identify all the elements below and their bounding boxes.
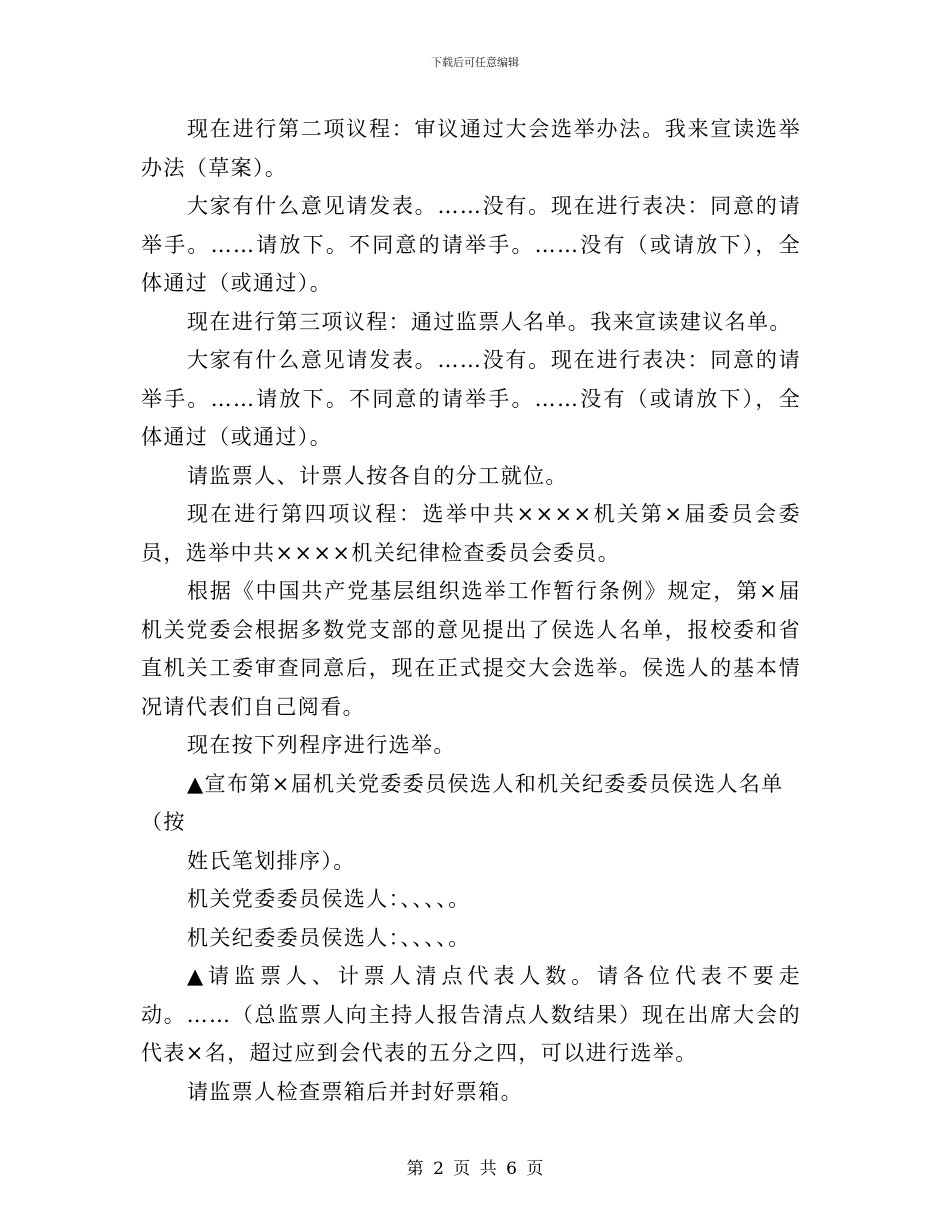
paragraph: （按	[141, 810, 186, 834]
paragraph: 机关纪委委员侯选人：、、、、。	[187, 925, 471, 950]
page-footer: 第 2 页 共 6 页	[406, 1159, 544, 1179]
paragraph: 请监票人、计票人按各自的分工就位。	[187, 463, 568, 488]
paragraph: 大家有什么意见请发表。……没有。现在进行表决：同意的请举手。……请放下。不同意的请举手。……没有（或请放下），全体通过（或通过）。	[141, 194, 801, 295]
paragraph: 现在按下列程序进行选举。	[187, 733, 456, 757]
paragraph: 姓氏笔划排序）。	[187, 848, 356, 873]
paragraph: ▲请监票人、计票人清点代表人数。请各位代表不要走动。……（总监票人向主持人报告清点人数结果）现在出席大会的代表×名，超过应到会代表的五分之四，可以进行选举。	[141, 964, 801, 1065]
document-body	[141, 110, 801, 1111]
paragraph: ▲宣布第×届机关党委委员侯选人和机关纪委委员侯选人名单	[187, 771, 784, 796]
paragraph: 机关党委委员侯选人：、、、、。	[187, 887, 471, 911]
paragraph: 现在进行第三项议程：通过监票人名单。我来宣读建议名单。	[187, 309, 792, 334]
paragraph: 请监票人检查票箱后并封好票箱。	[187, 1079, 523, 1104]
paragraph: 根据《中国共产党基层组织选举工作暂行条例》规定，第×届机关党委会根据多数党支部的意见提出了侯选人名单，报校委和省直机关工委审查同意后，现在正式提交大会选举。侯选人的基本情况请代表们自己阅看。	[141, 579, 801, 719]
paragraph: 大家有什么意见请发表。……没有。现在进行表决：同意的请举手。……请放下。不同意的请举手。……没有（或请放下），全体通过（或通过）。	[141, 348, 801, 449]
page-header: 下载后可任意编辑	[431, 56, 519, 69]
paragraph: 现在进行第四项议程：选举中共××××机关第×届委员会委员，选举中共××××机关纪律检查委员会委员。	[141, 502, 801, 565]
paragraph: 现在进行第二项议程：审议通过大会选举办法。我来宣读选举办法（草案）。	[141, 117, 801, 180]
